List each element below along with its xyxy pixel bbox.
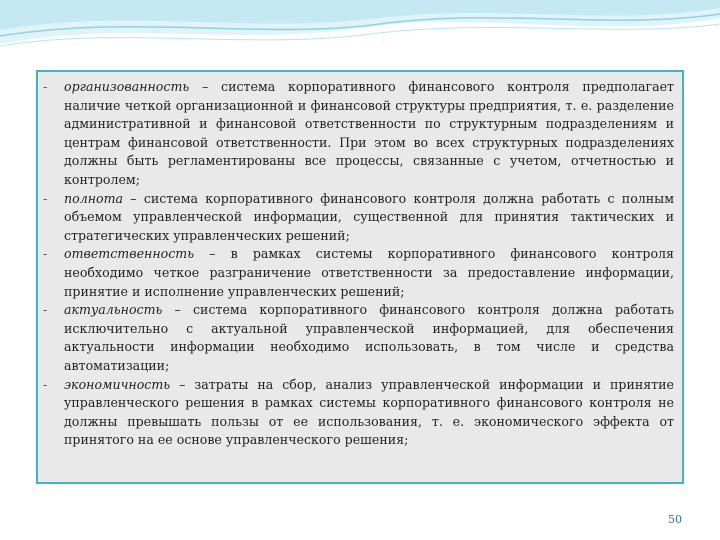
content-box — [36, 70, 684, 484]
decorative-waves — [0, 0, 720, 80]
page-number: 50 — [668, 513, 682, 526]
bullet-dash: - — [43, 302, 48, 318]
item-text: – система корпоративного финансового контроля должна работать с полным объемом управленческой информации, существенной для принятия тактических и стратегических управленческих решений; — [64, 190, 674, 243]
item-term: актуальность — [64, 302, 163, 318]
list-item — [43, 245, 674, 301]
list-item — [43, 190, 674, 246]
criteria-list — [43, 78, 674, 450]
item-text: – система корпоративного финансового контроля должна работать исключительно с актуальной управленческой информацией, для обеспечения актуальности информации необходимо использовать, в том числе и средства автоматизации; — [64, 302, 674, 373]
list-item — [43, 78, 674, 190]
list-item — [43, 376, 674, 450]
list-item — [43, 301, 674, 375]
item-text: – затраты на сбор, анализ управленческой информации и принятие управленческого решения в рамках системы корпоративного финансового контроля не должны превышать пользы от ее использования, т. е. экономического эффекта от принятого на ее основе управленческого решения; — [64, 376, 674, 448]
item-term: ответственность — [64, 246, 195, 262]
bullet-dash: - — [43, 190, 48, 206]
item-text: – система корпоративного финансового контроля предполагает наличие четкой организационной и финансовой структуры предприятия, т. е. разделение административной и финансовой ответственности по структурным подразделениям и центрам финансовой ответственности. При этом во всех структурных подразделениях должны быть регламентированы все процессы, связанные с учетом, отчетностью и контролем; — [64, 79, 674, 187]
item-term: полнота — [64, 190, 124, 206]
item-term: организованность — [64, 79, 190, 94]
item-text: – в рамках системы корпоративного финансового контроля необходимо четкое разграничение ответственности за предоставление информации, принятие и исполнение управленческих решений; — [64, 246, 674, 299]
bullet-dash: - — [43, 79, 48, 94]
item-term: экономичность — [64, 376, 171, 392]
bullet-dash: - — [43, 246, 48, 262]
bullet-dash: - — [43, 376, 48, 392]
